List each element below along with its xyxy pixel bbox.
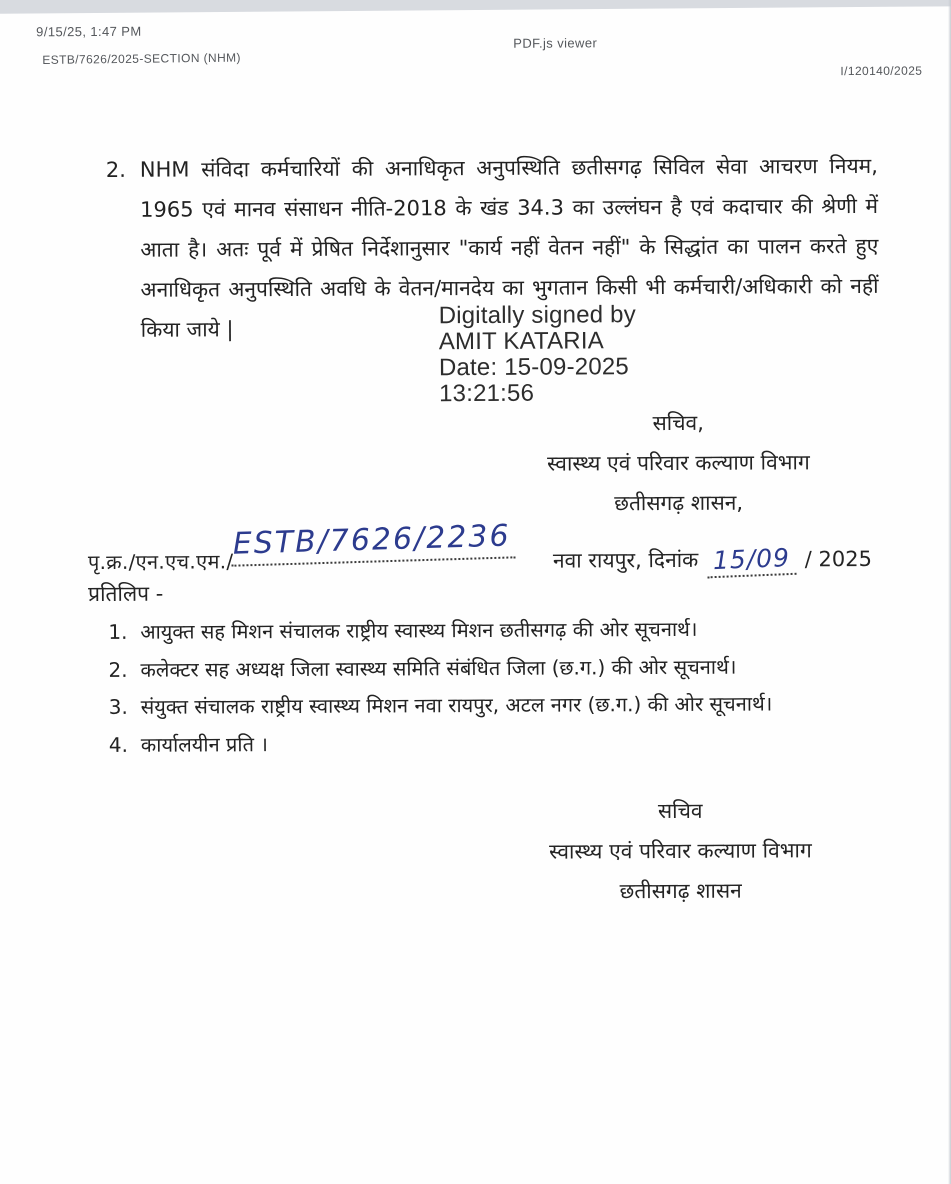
signature-block-bottom [494,790,867,912]
list-item [109,685,899,727]
file-id: I/120140/2025 [840,63,923,79]
digital-signature-time: 13:21:56 [438,379,535,408]
list-item-text: आयुक्त सह मिशन संचालक राष्ट्रीय स्वास्थ्य मिशन छतीसगढ़ की ओर सूचनार्थ। [140,616,698,644]
list-item [108,647,898,689]
list-item-number: 2. [108,657,128,682]
reference-label: पृ.क्र./एन.एच.एम./ [87,549,234,575]
print-datetime: 9/15/25, 1:47 PM [36,23,142,40]
list-item [109,722,899,764]
list-item-text: कलेक्टर सह अध्यक्ष जिला स्वास्थ्य समिति संबंधित जिला (छ.ग.) की ओर सूचनार्थ। [140,654,737,682]
place-date-line [553,543,872,577]
print-doc-ref: ESTB/7626/2025-SECTION (NHM) [42,50,241,67]
paragraph-number: 2. [105,157,126,182]
signatory-government: छतीसगढ़ शासन, [614,490,744,516]
list-item-number: 4. [108,732,129,757]
list-item-number: 1. [108,619,128,644]
signatory-department: स्वास्थ्य एवं परिवार कल्याण विभाग [549,838,812,864]
digital-signature-stamp [439,302,637,407]
list-item [108,610,898,652]
digital-signature-date: Date: 15-09-2025 [438,353,629,382]
signature-block-top [482,402,875,524]
viewer-title: PDF.js viewer [513,35,598,51]
paragraph-text: NHM संविदा कर्मचारियों की अनाधिकृत अनुपस्थिति छतीसगढ़ सिविल सेवा आचरण नियम, 1965 एवं मानव संसाधन नीति-2018 के खंड 34.3 का उल्लंघन है एवं कदाचार की श्रेणी में आता है। अतः पूर्व में प्रेषित निर्देशानुसार "कार्य नहीं वेतन नहीं" के सिद्धांत का पालन करते हुए अनाधिकृत अनुपस्थिति अवधि के वेतन/मानदेय का भुगतान किसी भी कर्मचारी/अधिकारी को नहीं किया जाये | [139,153,879,342]
signatory-title: सचिव [657,798,703,824]
year-suffix: / 2025 [804,546,872,572]
handwritten-date: 15/09 [706,543,796,579]
list-item-text: संयुक्त संचालक राष्ट्रीय स्वास्थ्य मिशन नवा रायपुर, अटल नगर (छ.ग.) की ओर सूचनार्थ। [140,691,773,719]
copy-heading: प्रतिलिप - [88,581,164,607]
place-date-label: नवा रायपुर, दिनांक [552,547,699,573]
signatory-government: छतीसगढ़ शासन [619,878,742,904]
signatory-department: स्वास्थ्य एवं परिवार कल्याण विभाग [547,450,810,476]
signatory-title: सचिव, [652,410,704,436]
list-item-number: 3. [108,694,128,719]
list-item-text: कार्यालयीन प्रति । [140,731,268,757]
digital-signature-name: AMIT KATARIA [438,327,604,356]
handwritten-ref-number: ESTB/7626/2236 [230,518,515,566]
copy-list [108,610,899,764]
digital-signature-line: Digitally signed by [438,301,636,330]
